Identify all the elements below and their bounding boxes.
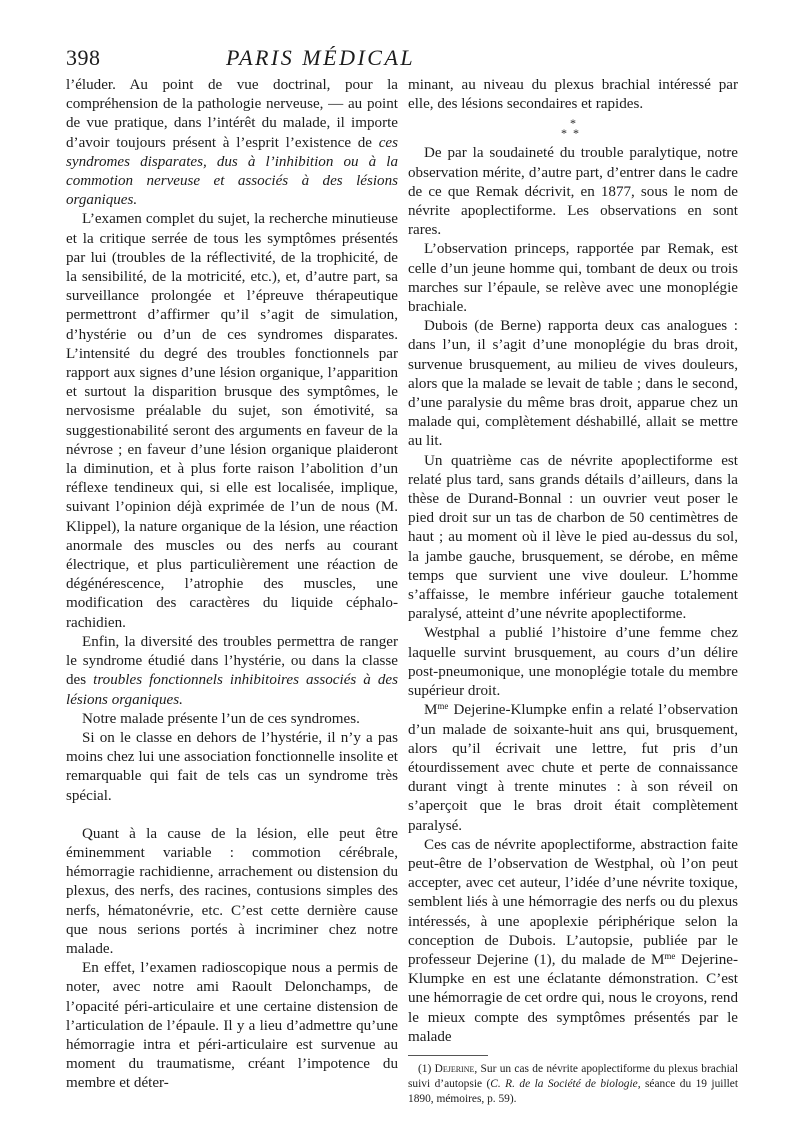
italic-text: troubles fonctionnels inhibitoires associés à des lésions organiques. (66, 672, 398, 708)
footnote-text: , Sur un cas de névrite apoplectiforme du plexus brachial suivi d’autopsie ( (408, 1062, 738, 1090)
paragraph: En effet, l’examen radioscopique nous a permis de noter, avec notre ami Raoult Delonchamps, de l’opacité péri-articulaire et une certaine distension de l’articulation de l’épaule. Il y a lieu d’admettre qu’une hémorragie intra et péri-articulaire est survenue au moment du traumatisme, créant l’impotence du membre et déter- (66, 960, 398, 1092)
asterism-top: * (570, 116, 576, 131)
paragraph: minant, au niveau du plexus brachial intéressé par elle, des lésions secondaires et rapides. (408, 77, 738, 113)
footnote-italic: C. R. de la Société de biologie, (490, 1077, 641, 1090)
footnote-divider (408, 1055, 488, 1056)
page-header (66, 45, 756, 75)
paragraph-text: Ces cas de névrite apoplectiforme, abstraction faite peut-être de l’observation de Westphal, où l’on peut accepter, avec cet auteur, l’idée d’une névrite toxique, semblent liés à une hémorragie des nerfs ou du plexus intéressés, à une apoplexie périphérique selon la conception de Dubois. L’autopsie, publiée par le professeur Dejerine (1), du malade de M (408, 836, 738, 968)
paragraph-text: Enfin, la diversité des troubles permettra de ranger le syndrome étudié dans l’hystérie, ou dans la classe des (66, 633, 398, 689)
paragraph: Westphal a publié l’histoire d’une femme chez laquelle survint brusquement, au cours d’un délire post-pneumonique, une monoplégie totale du membre supérieur droit. (408, 625, 738, 700)
italic-text: ces syndromes disparates, dus à l’inhibition ou à la commotion nerveuse et associés à des lésions organiques. (66, 134, 398, 209)
paragraph-text: l’éluder. Au point de vue doctrinal, pour la compréhension de la pathologie nerveuse, — au point de vue pratique, dans l’intérêt du malade, il importe d’avoir toujours présent à l’esprit l’existence de (66, 77, 398, 151)
section-asterism (408, 116, 738, 141)
paragraph (66, 76, 398, 210)
paragraph (408, 836, 738, 1047)
paragraph (66, 633, 398, 710)
paragraph: De par la soudaineté du trouble paralytique, notre observation mérite, d’autre part, d’entrer dans le cadre de ce que Remak décrivit, en 1877, sous le nom de névrite apoplectiforme. Les observations en sont rares. (408, 145, 738, 239)
paragraph: Notre malade présente l’un de ces syndromes. (82, 710, 360, 727)
superscript: me (664, 950, 676, 961)
footnote (408, 1062, 738, 1107)
paragraph: Si on le classe en dehors de l’hystérie, il n’y a pas moins chez lui une association fonctionnelle insolite et remarquable qui fait de tels cas un syndrome très spécial. (66, 729, 398, 804)
paragraph: L’observation princeps, rapportée par Remak, est celle d’un jeune homme qui, tombant de deux ou trois marches sur l’épaule, se relève avec une monoplégie brachiale. (408, 241, 738, 316)
paragraph-text: Dejerine-Klumpke enfin a relaté l’observation d’un malade de soixante-huit ans qui, brusquement, alors qu’il écrivait une lettre, fut pris d’un étourdissement avec chute et perte de connaissance durant vingt à trente minutes : à son réveil on s’aperçoit que le bras droit était complètement paralysé. (408, 702, 738, 834)
page-number: 398 (66, 45, 101, 70)
paragraph: L’examen complet du sujet, la recherche minutieuse et la critique serrée de tous les symptômes présentés par lui (troubles de la réflectivité, de la trophicité, de la sensibilité, de la motricité, etc.), et, d’autre part, sa surveillance prolongée et l’épreuve thérapeutique permettront d’affirmer qu’il s’agit de simulation, d’hystérie ou d’un de ces syndromes disparates. L’intensité du degré des troubles fonctionnels par rapport aux signes d’une lésion organique, l’apparition et surtout la disparition brusque des symptômes, le nervosisme préalable du sujet, son émotivité, sa suggestionabilité seront des arguments en faveur de la névrose ; en faveur d’une lésion organique plaideront la diminution, et à plus forte raison l’abolition d’un réflexe tendineux qui, si elle est localisée, implique, suivant l’opinion déjà exprimée de l’un de nous (M. Klippel), la nature organique de la lésion, une réaction anormale des muscles ou des nerfs au courant électrique, et plus particulièrement une réaction de dégénérescence, l’atrophie des muscles, une modification des caractères du liquide céphalo-rachidien. (66, 211, 398, 631)
paragraph-text: Dejerine-Klumpke en est une éclatante démonstration. C’est une hémorragie de cet ordre qui, nous le croyons, rend le mieux compte des symptômes présentés par le malade (408, 951, 738, 1045)
superscript: me (437, 701, 449, 712)
left-column (66, 76, 398, 1094)
footnote-author: Dejerine (434, 1062, 475, 1075)
footnote-marker: (1) (418, 1062, 435, 1075)
footnote-text: séance du 19 juillet 1890, mémoires, p. 59). (408, 1077, 738, 1105)
paragraph: Un quatrième cas de névrite apoplectiforme est relaté plus tard, sans grands détails d’ailleurs, dans la thèse de Durand-Bonnal : un ouvrier veut poser le pied droit sur un tas de charbon de 50 centimètres de haut ; au moment où il lève le pied au-dessus du sol, la jambe gauche, brusquement, se dérobe, en même temps que survient une vive douleur. L’homme s’affaisse, le membre inférieur gauche totalement paralysé, atteint d’une névrite apoplectiforme. (408, 452, 738, 623)
right-column (408, 76, 738, 1107)
journal-title: PARIS MÉDICAL (226, 45, 416, 70)
paragraph: Dubois (de Berne) rapporta deux cas analogues : dans l’un, il s’agit d’une monoplégie du bras droit, survenue brusquement, au milieu de vives douleurs, alors que la malade se levait de table ; dans le second, d’une paralysie du même bras droit, apparue chez un malade qui, complètement déshabillé, allait se mettre au lit. (408, 318, 738, 450)
asterism-bottom: ** (561, 126, 585, 141)
paragraph-text: M (424, 702, 438, 719)
paragraph: Quant à la cause de la lésion, elle peut être éminemment variable : commotion cérébrale, hémorragie rachidienne, arrachement ou distension du plexus, des nerfs, des racines, contusions simples des nerfs, hématonévrie, etc. C’est cette dernière cause que nous serions portés à incriminer chez notre malade. (66, 825, 398, 957)
paragraph (408, 701, 738, 835)
